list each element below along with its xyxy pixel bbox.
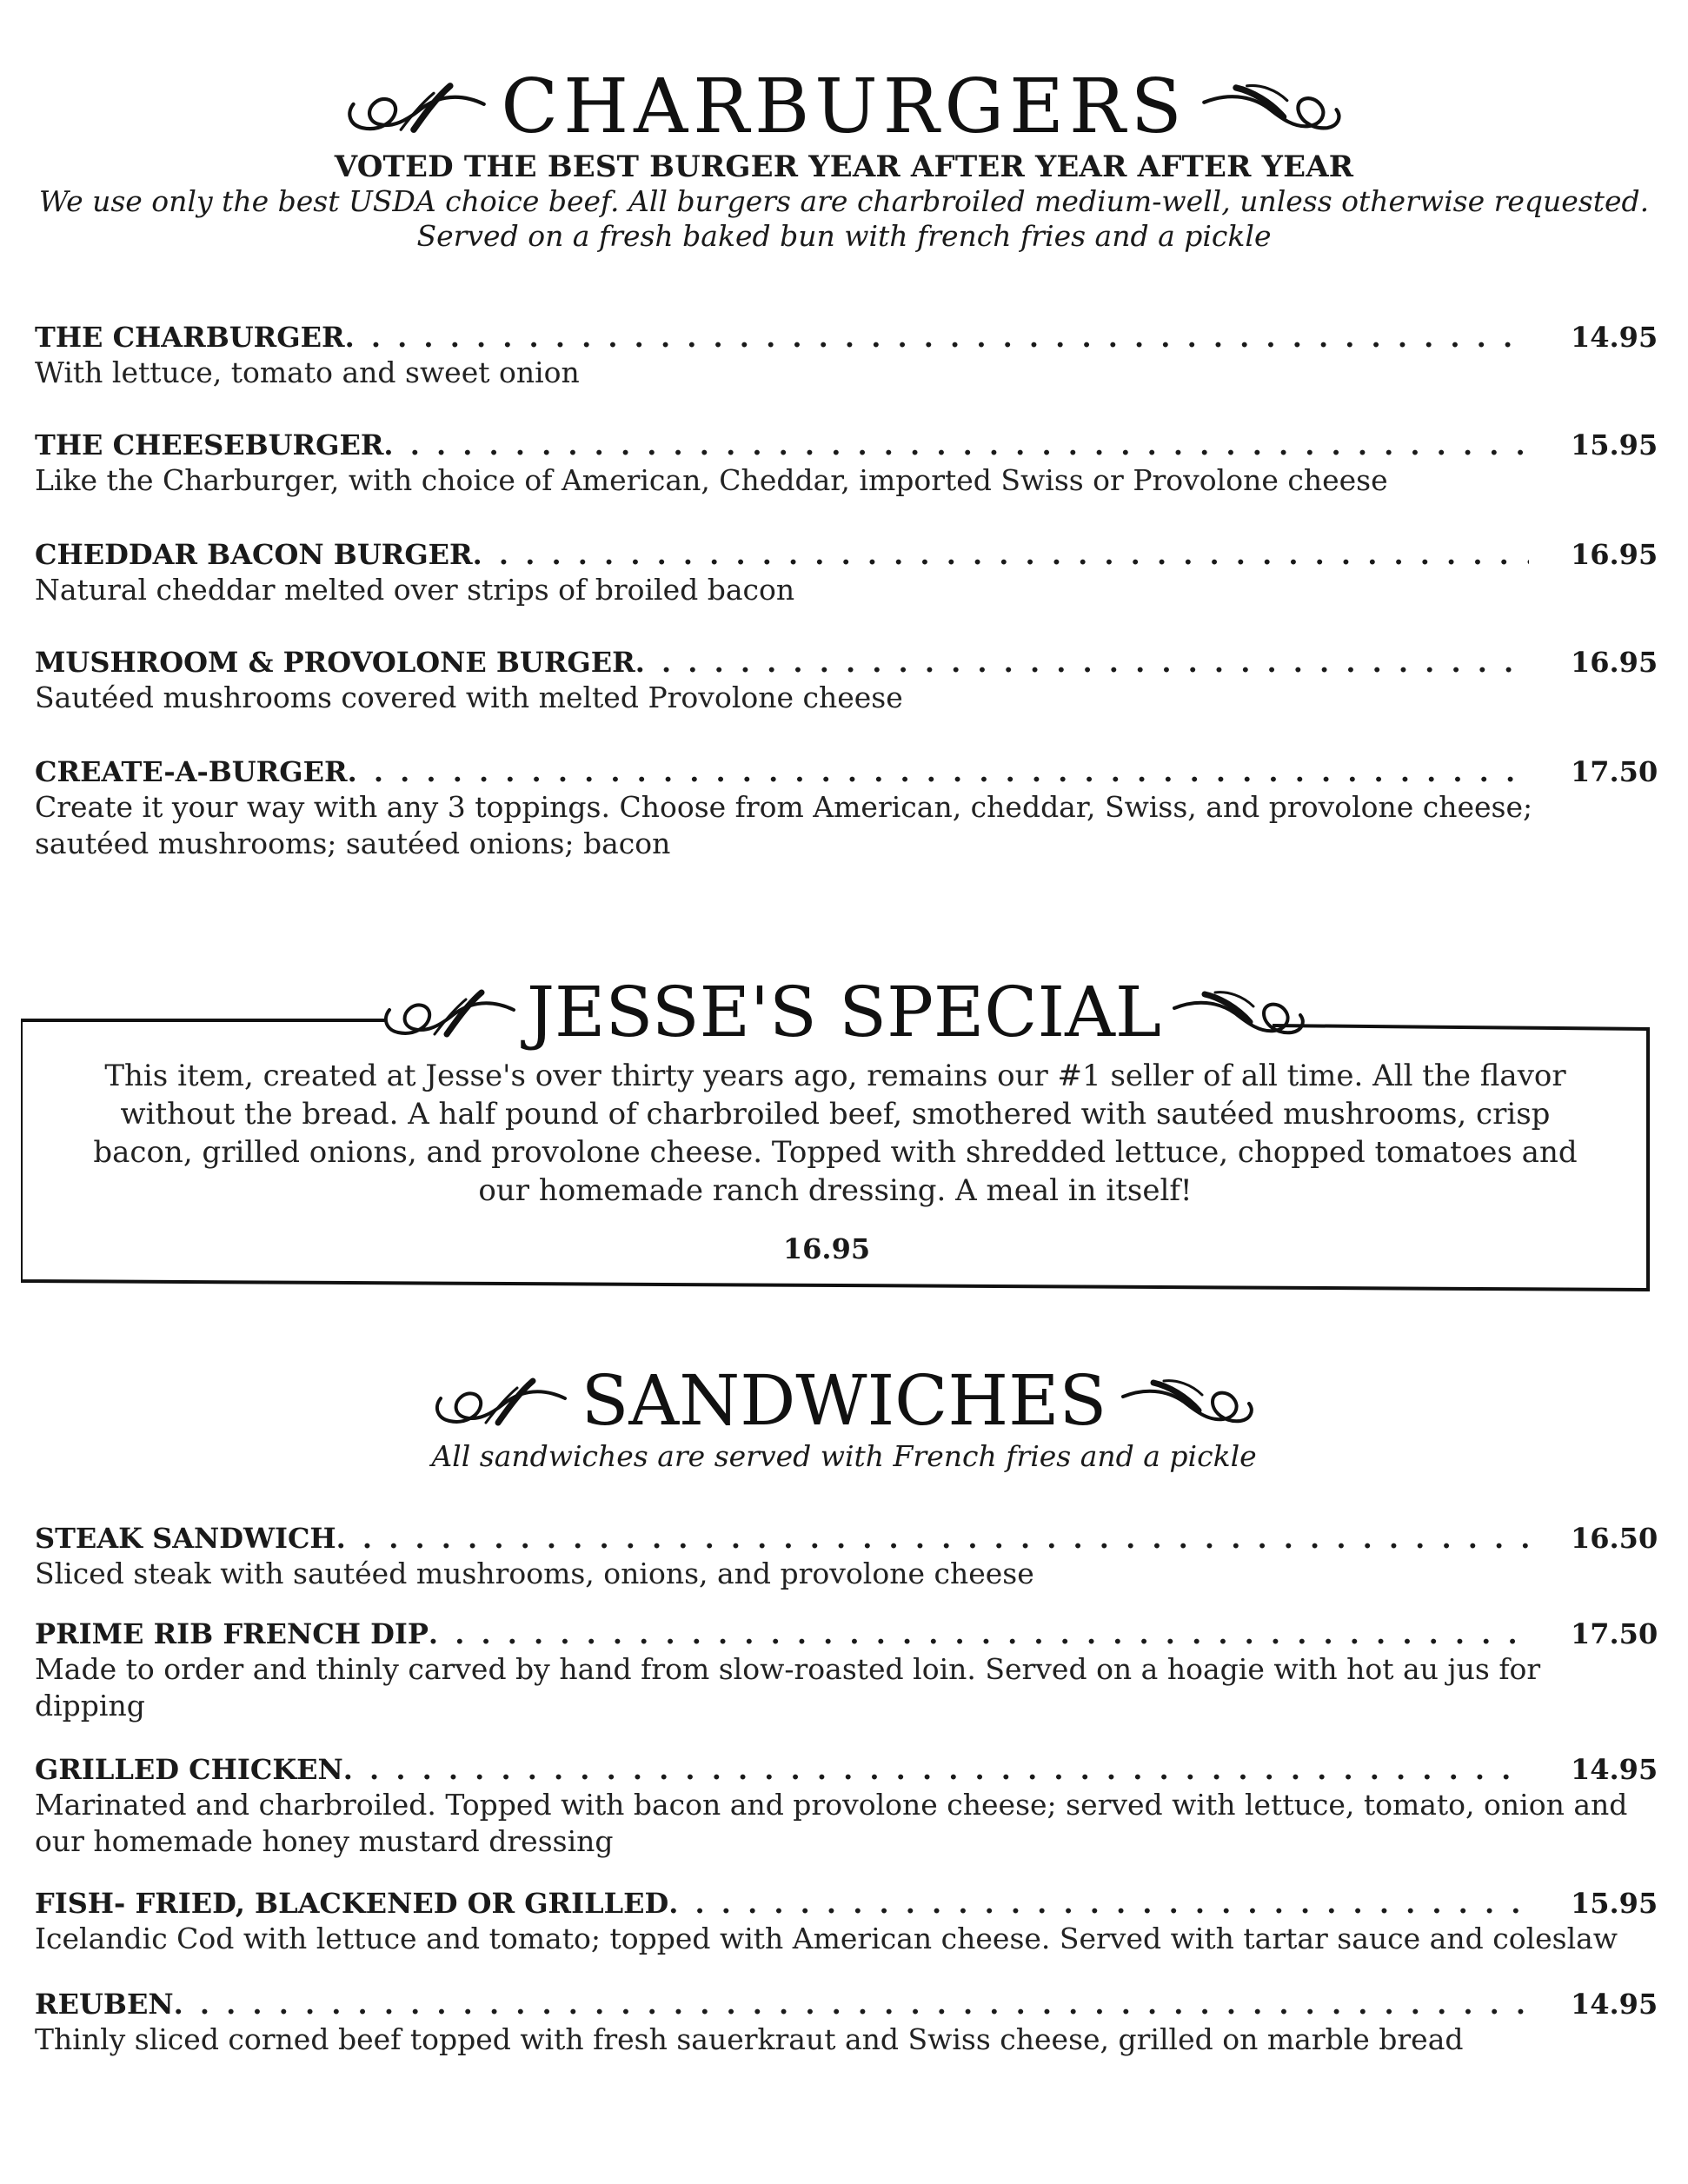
section-title: SANDWICHES xyxy=(581,1360,1107,1441)
leader-dots xyxy=(345,320,1529,355)
sandwiches-title-row xyxy=(0,1360,1688,1441)
item-description-line-2: dipping xyxy=(35,1689,145,1723)
leader-dots xyxy=(336,1521,1529,1556)
special-line-3: bacon, grilled onions, and provolone cheese. Topped with shredded lettuce, chopped tomatoes and xyxy=(93,1135,1578,1170)
flourish-left-icon xyxy=(342,75,488,139)
special-header xyxy=(0,972,1688,1052)
menu-item xyxy=(35,754,1658,862)
special-title-row xyxy=(0,972,1688,1052)
leader-dots xyxy=(343,1752,1529,1787)
item-description: Sautéed mushrooms covered with melted Provolone cheese xyxy=(35,680,903,714)
item-price: 16.95 xyxy=(1571,538,1658,571)
section-note: All sandwiches are served with French fries and a pickle xyxy=(431,1439,1257,1473)
item-price: 17.50 xyxy=(1571,1617,1658,1650)
special-price: 16.95 xyxy=(782,1232,871,1265)
item-price: 15.95 xyxy=(1571,1887,1658,1920)
item-name: THE CHEESEBURGER xyxy=(35,428,384,461)
item-name: FISH- FRIED, BLACKENED OR GRILLED xyxy=(35,1887,669,1920)
item-price: 16.50 xyxy=(1571,1522,1658,1555)
sandwiches-header xyxy=(0,1360,1688,1474)
flourish-right-icon xyxy=(1119,1371,1258,1431)
item-description: Thinly sliced corned beef topped with fresh sauerkraut and Swiss cheese, grilled on marble bread xyxy=(35,2022,1464,2056)
special-line-4: our homemade ranch dressing. A meal in itself! xyxy=(478,1173,1193,1208)
item-description-line-2: our homemade honey mustard dressing xyxy=(35,1824,614,1858)
item-description: Icelandic Cod with lettuce and tomato; topped with American cheese. Served with tartar sauce and coleslaw xyxy=(35,1922,1618,1955)
item-price: 14.95 xyxy=(1571,1753,1658,1786)
leader-dots xyxy=(668,1886,1529,1921)
leader-dots xyxy=(635,645,1529,680)
item-description-line-1: Marinated and charbroiled. Topped with bacon and provolone cheese; served with lettuce, tomato, onion and xyxy=(35,1788,1628,1822)
item-name: REUBEN xyxy=(35,1988,174,2021)
menu-item xyxy=(35,1987,1658,2058)
item-description: Natural cheddar melted over strips of broiled bacon xyxy=(35,573,795,607)
section-tagline: VOTED THE BEST BURGER YEAR AFTER YEAR AFTER YEAR xyxy=(334,149,1354,184)
item-description-line-1: Create it your way with any 3 toppings. Choose from American, cheddar, Swiss, and provolone cheese; xyxy=(35,790,1533,824)
item-name: STEAK SANDWICH xyxy=(35,1522,336,1555)
section-note-line-1: We use only the best USDA choice beef. All burgers are charbroiled medium-well, unless otherwise requested. xyxy=(38,184,1650,218)
leader-dots xyxy=(383,428,1529,462)
section-title: CHARBURGERS xyxy=(501,63,1187,150)
item-price: 16.95 xyxy=(1571,646,1658,679)
special-line-1: This item, created at Jesse's over thirty years ago, remains our #1 seller of all time. All the flavor xyxy=(104,1059,1566,1093)
menu-item xyxy=(35,428,1658,499)
leader-dots xyxy=(174,1987,1529,2021)
flourish-right-icon xyxy=(1200,75,1346,139)
flourish-right-icon xyxy=(1170,982,1309,1043)
item-name: CREATE-A-BURGER xyxy=(35,755,348,788)
item-description: Like the Charburger, with choice of American, Cheddar, imported Swiss or Provolone cheese xyxy=(35,463,1388,497)
menu-item xyxy=(35,537,1658,608)
section-title: JESSE'S SPECIAL xyxy=(523,978,1165,1047)
item-price: 14.95 xyxy=(1571,321,1658,354)
item-description: With lettuce, tomato and sweet onion xyxy=(35,355,580,389)
special-description xyxy=(52,1057,1618,1210)
item-price: 17.50 xyxy=(1571,755,1658,788)
charburgers-title-row xyxy=(0,63,1688,150)
item-description: Sliced steak with sautéed mushrooms, onions, and provolone cheese xyxy=(35,1557,1034,1590)
leader-dots xyxy=(429,1616,1529,1651)
item-description-line-2: sautéed mushrooms; sautéed onions; bacon xyxy=(35,826,671,860)
item-description-line-1: Made to order and thinly carved by hand from slow-roasted loin. Served on a hoagie with hot au jus for xyxy=(35,1652,1541,1686)
menu-item xyxy=(35,1752,1658,1860)
item-name: CHEDDAR BACON BURGER xyxy=(35,538,473,571)
special-line-2: without the bread. A half pound of charbroiled beef, smothered with sautéed mushrooms, crisp xyxy=(120,1097,1551,1132)
menu-item xyxy=(35,645,1658,716)
leader-dots xyxy=(473,537,1529,572)
item-name: MUSHROOM & PROVOLONE BURGER xyxy=(35,646,635,679)
menu-item xyxy=(35,1521,1658,1592)
item-name: GRILLED CHICKEN xyxy=(35,1753,343,1786)
flourish-left-icon xyxy=(430,1371,569,1431)
menu-item xyxy=(35,1616,1658,1724)
item-name: THE CHARBURGER xyxy=(35,321,345,354)
menu-item xyxy=(35,320,1658,391)
item-price: 14.95 xyxy=(1571,1988,1658,2021)
section-note-line-2: Served on a fresh baked bun with french fries and a pickle xyxy=(416,219,1272,253)
charburgers-header xyxy=(0,63,1688,254)
leader-dots xyxy=(348,754,1529,789)
flourish-left-icon xyxy=(379,982,518,1043)
item-price: 15.95 xyxy=(1571,428,1658,461)
item-name: PRIME RIB FRENCH DIP xyxy=(35,1617,429,1650)
menu-item xyxy=(35,1886,1658,1957)
